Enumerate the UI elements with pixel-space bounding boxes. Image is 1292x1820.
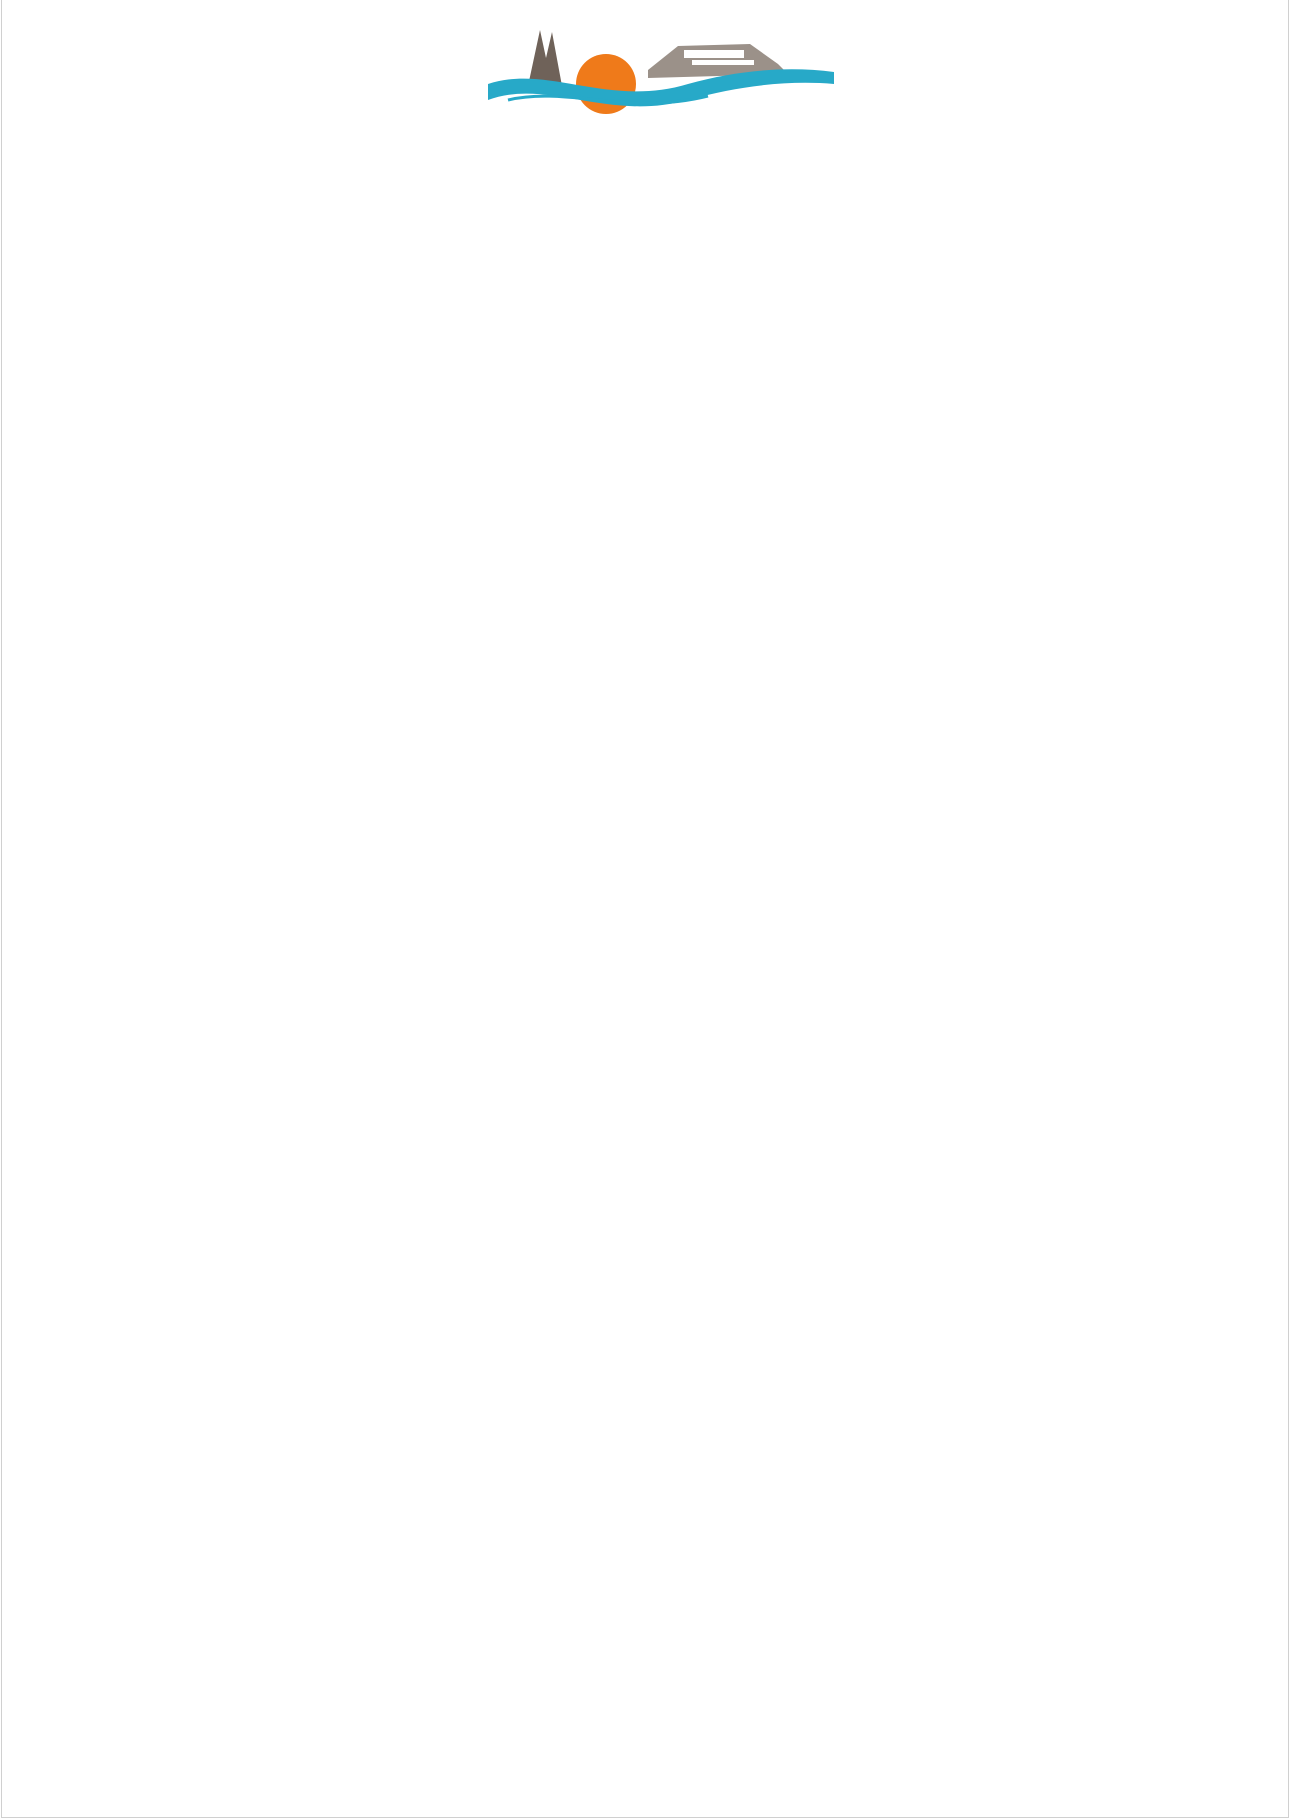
- bootshaus-logo: [488, 24, 834, 154]
- page-frame: [1, 0, 1289, 1818]
- logo-graphic-icon: [488, 24, 834, 154]
